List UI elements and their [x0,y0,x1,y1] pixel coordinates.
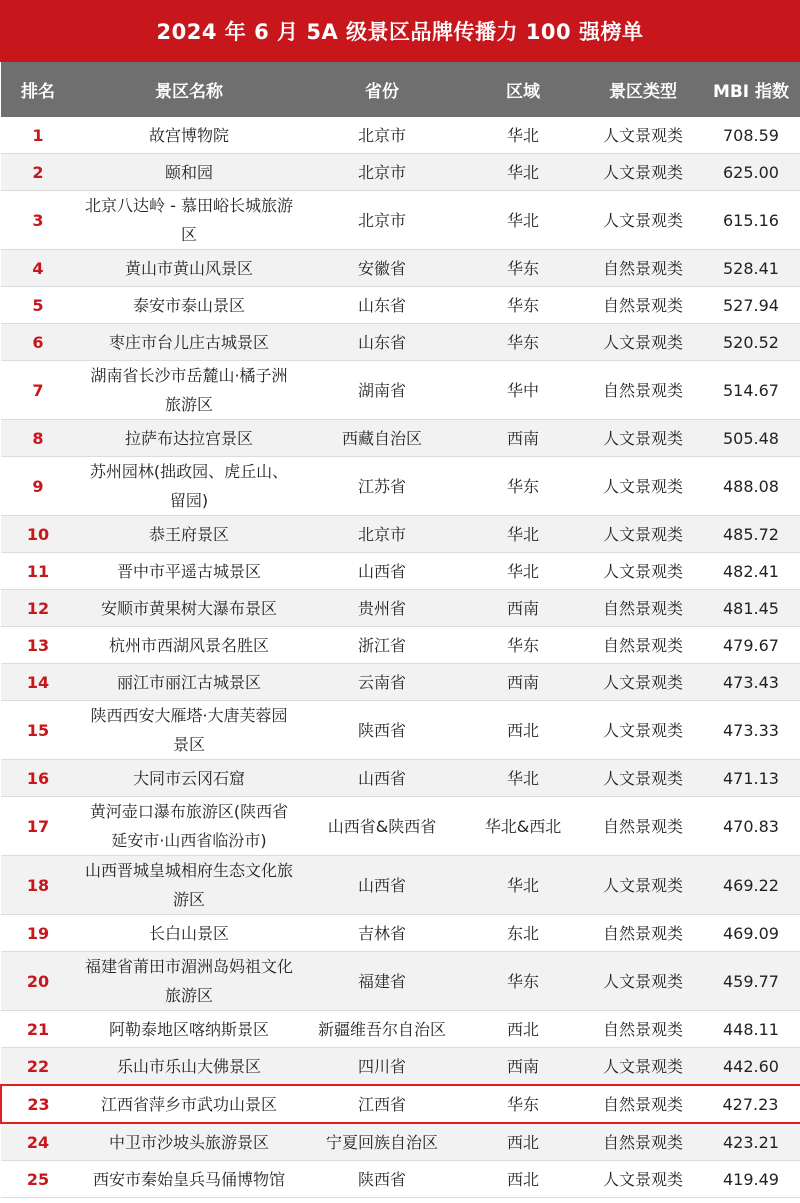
table-header [1,62,800,117]
cell-province: 新疆维吾尔自治区 [303,1011,461,1048]
cell-rank: 16 [1,760,75,797]
cell-rank: 6 [1,324,75,361]
table-row [1,1123,800,1161]
cell-type: 自然景观类 [585,797,701,856]
cell-type: 人文景观类 [585,516,701,553]
cell-mbi-index: 423.21 [701,1123,800,1161]
cell-mbi-index: 470.83 [701,797,800,856]
cell-province: 陕西省 [303,701,461,760]
table-row [1,952,800,1011]
cell-rank: 15 [1,701,75,760]
table-row [1,117,800,154]
cell-province: 西藏自治区 [303,420,461,457]
cell-type: 自然景观类 [585,1011,701,1048]
cell-scenic-name: 枣庄市台儿庄古城景区 [75,324,303,361]
cell-type: 人文景观类 [585,457,701,516]
cell-scenic-name: 阿勒泰地区喀纳斯景区 [75,1011,303,1048]
cell-type: 自然景观类 [585,590,701,627]
cell-mbi-index: 459.77 [701,952,800,1011]
cell-province: 宁夏回族自治区 [303,1123,461,1161]
cell-mbi-index: 514.67 [701,361,800,420]
cell-province: 四川省 [303,1048,461,1086]
cell-region: 华东 [461,627,585,664]
cell-rank: 22 [1,1048,75,1086]
cell-scenic-name: 大同市云冈石窟 [75,760,303,797]
cell-type: 人文景观类 [585,553,701,590]
cell-rank: 8 [1,420,75,457]
cell-scenic-name: 长白山景区 [75,915,303,952]
table-row [1,590,800,627]
table-row [1,627,800,664]
table-row [1,361,800,420]
cell-type: 自然景观类 [585,287,701,324]
cell-region: 西南 [461,420,585,457]
cell-rank: 17 [1,797,75,856]
cell-type: 人文景观类 [585,701,701,760]
cell-province: 江苏省 [303,457,461,516]
cell-region: 华北 [461,553,585,590]
cell-region: 西南 [461,664,585,701]
cell-rank: 1 [1,117,75,154]
cell-rank: 21 [1,1011,75,1048]
table-row [1,516,800,553]
cell-scenic-name: 泰安市泰山景区 [75,287,303,324]
cell-mbi-index: 427.23 [701,1085,800,1123]
header-row [1,62,800,117]
cell-rank: 7 [1,361,75,420]
cell-province: 福建省 [303,952,461,1011]
header-rank: 排名 [1,62,75,117]
cell-rank: 10 [1,516,75,553]
cell-mbi-index: 481.45 [701,590,800,627]
cell-province: 贵州省 [303,590,461,627]
table-row [1,760,800,797]
cell-province: 湖南省 [303,361,461,420]
cell-province: 山西省&陕西省 [303,797,461,856]
cell-province: 山西省 [303,760,461,797]
cell-province: 陕西省 [303,1161,461,1198]
cell-scenic-name: 福建省莆田市湄洲岛妈祖文化旅游区 [75,952,303,1011]
cell-mbi-index: 527.94 [701,287,800,324]
cell-region: 西北 [461,1011,585,1048]
header-region: 区域 [461,62,585,117]
cell-type: 人文景观类 [585,324,701,361]
ranking-table [0,62,800,1198]
cell-rank: 4 [1,250,75,287]
cell-mbi-index: 528.41 [701,250,800,287]
cell-type: 自然景观类 [585,1123,701,1161]
cell-scenic-name: 中卫市沙坡头旅游景区 [75,1123,303,1161]
header-name: 景区名称 [75,62,303,117]
cell-scenic-name: 陕西西安大雁塔·大唐芙蓉园景区 [75,701,303,760]
cell-region: 华东 [461,457,585,516]
cell-type: 人文景观类 [585,1161,701,1198]
cell-province: 山东省 [303,287,461,324]
cell-scenic-name: 苏州园林(拙政园、虎丘山、留园) [75,457,303,516]
cell-scenic-name: 拉萨布达拉宫景区 [75,420,303,457]
cell-mbi-index: 471.13 [701,760,800,797]
table-row [1,664,800,701]
cell-type: 自然景观类 [585,250,701,287]
cell-scenic-name: 故宫博物院 [75,117,303,154]
cell-mbi-index: 473.43 [701,664,800,701]
table-row [1,154,800,191]
cell-region: 华北 [461,760,585,797]
cell-mbi-index: 442.60 [701,1048,800,1086]
cell-region: 西北 [461,1161,585,1198]
cell-mbi-index: 488.08 [701,457,800,516]
table-row [1,553,800,590]
cell-type: 人文景观类 [585,420,701,457]
cell-mbi-index: 479.67 [701,627,800,664]
cell-mbi-index: 505.48 [701,420,800,457]
cell-mbi-index: 419.49 [701,1161,800,1198]
cell-type: 人文景观类 [585,952,701,1011]
table-row [1,1161,800,1198]
cell-rank: 5 [1,287,75,324]
cell-mbi-index: 482.41 [701,553,800,590]
cell-province: 山西省 [303,856,461,915]
cell-region: 华东 [461,324,585,361]
cell-scenic-name: 湖南省长沙市岳麓山·橘子洲旅游区 [75,361,303,420]
cell-province: 北京市 [303,191,461,250]
header-province: 省份 [303,62,461,117]
cell-province: 山东省 [303,324,461,361]
cell-rank: 23 [1,1085,75,1123]
cell-region: 东北 [461,915,585,952]
cell-rank: 25 [1,1161,75,1198]
table-row [1,324,800,361]
cell-mbi-index: 708.59 [701,117,800,154]
cell-mbi-index: 469.09 [701,915,800,952]
cell-scenic-name: 北京八达岭 - 慕田峪长城旅游区 [75,191,303,250]
cell-rank: 19 [1,915,75,952]
cell-region: 华中 [461,361,585,420]
cell-scenic-name: 山西晋城皇城相府生态文化旅游区 [75,856,303,915]
cell-scenic-name: 晋中市平遥古城景区 [75,553,303,590]
cell-mbi-index: 485.72 [701,516,800,553]
cell-province: 安徽省 [303,250,461,287]
table-row-highlighted [1,1085,800,1123]
table-row [1,420,800,457]
header-type: 景区类型 [585,62,701,117]
cell-rank: 20 [1,952,75,1011]
cell-scenic-name: 恭王府景区 [75,516,303,553]
cell-region: 华东 [461,952,585,1011]
cell-province: 云南省 [303,664,461,701]
table-row [1,915,800,952]
cell-province: 北京市 [303,117,461,154]
cell-rank: 24 [1,1123,75,1161]
cell-region: 华北 [461,117,585,154]
table-row [1,1048,800,1086]
cell-mbi-index: 448.11 [701,1011,800,1048]
cell-region: 西南 [461,590,585,627]
cell-region: 华东 [461,250,585,287]
cell-rank: 9 [1,457,75,516]
cell-province: 北京市 [303,154,461,191]
cell-scenic-name: 黄河壶口瀑布旅游区(陕西省延安市·山西省临汾市) [75,797,303,856]
cell-type: 自然景观类 [585,361,701,420]
table-body [1,117,800,1198]
cell-type: 人文景观类 [585,191,701,250]
cell-region: 华北 [461,191,585,250]
cell-type: 人文景观类 [585,1048,701,1086]
cell-region: 西北 [461,701,585,760]
cell-scenic-name: 黄山市黄山风景区 [75,250,303,287]
cell-mbi-index: 520.52 [701,324,800,361]
cell-type: 人文景观类 [585,154,701,191]
cell-rank: 2 [1,154,75,191]
cell-mbi-index: 469.22 [701,856,800,915]
table-row [1,856,800,915]
cell-region: 华东 [461,1085,585,1123]
cell-province: 吉林省 [303,915,461,952]
cell-mbi-index: 615.16 [701,191,800,250]
cell-type: 人文景观类 [585,760,701,797]
cell-scenic-name: 江西省萍乡市武功山景区 [75,1085,303,1123]
cell-mbi-index: 473.33 [701,701,800,760]
table-row [1,701,800,760]
table-row [1,191,800,250]
cell-province: 北京市 [303,516,461,553]
cell-type: 自然景观类 [585,915,701,952]
cell-rank: 12 [1,590,75,627]
cell-type: 人文景观类 [585,664,701,701]
cell-type: 人文景观类 [585,856,701,915]
cell-type: 自然景观类 [585,627,701,664]
cell-mbi-index: 625.00 [701,154,800,191]
cell-region: 华北 [461,516,585,553]
cell-scenic-name: 杭州市西湖风景名胜区 [75,627,303,664]
table-row [1,1011,800,1048]
table-row [1,250,800,287]
cell-region: 华东 [461,287,585,324]
cell-scenic-name: 颐和园 [75,154,303,191]
cell-rank: 3 [1,191,75,250]
cell-type: 自然景观类 [585,1085,701,1123]
cell-region: 华北&西北 [461,797,585,856]
cell-scenic-name: 乐山市乐山大佛景区 [75,1048,303,1086]
cell-region: 西南 [461,1048,585,1086]
cell-type: 人文景观类 [585,117,701,154]
page-title: 2024 年 6 月 5A 级景区品牌传播力 100 强榜单 [0,0,800,62]
table-row [1,457,800,516]
cell-scenic-name: 安顺市黄果树大瀑布景区 [75,590,303,627]
cell-region: 华北 [461,856,585,915]
cell-rank: 13 [1,627,75,664]
table-row [1,797,800,856]
cell-province: 江西省 [303,1085,461,1123]
cell-scenic-name: 丽江市丽江古城景区 [75,664,303,701]
cell-region: 西北 [461,1123,585,1161]
cell-rank: 14 [1,664,75,701]
cell-region: 华北 [461,154,585,191]
cell-province: 浙江省 [303,627,461,664]
cell-rank: 11 [1,553,75,590]
cell-province: 山西省 [303,553,461,590]
cell-rank: 18 [1,856,75,915]
cell-scenic-name: 西安市秦始皇兵马俑博物馆 [75,1161,303,1198]
header-mbi: MBI 指数 [701,62,800,117]
table-row [1,287,800,324]
